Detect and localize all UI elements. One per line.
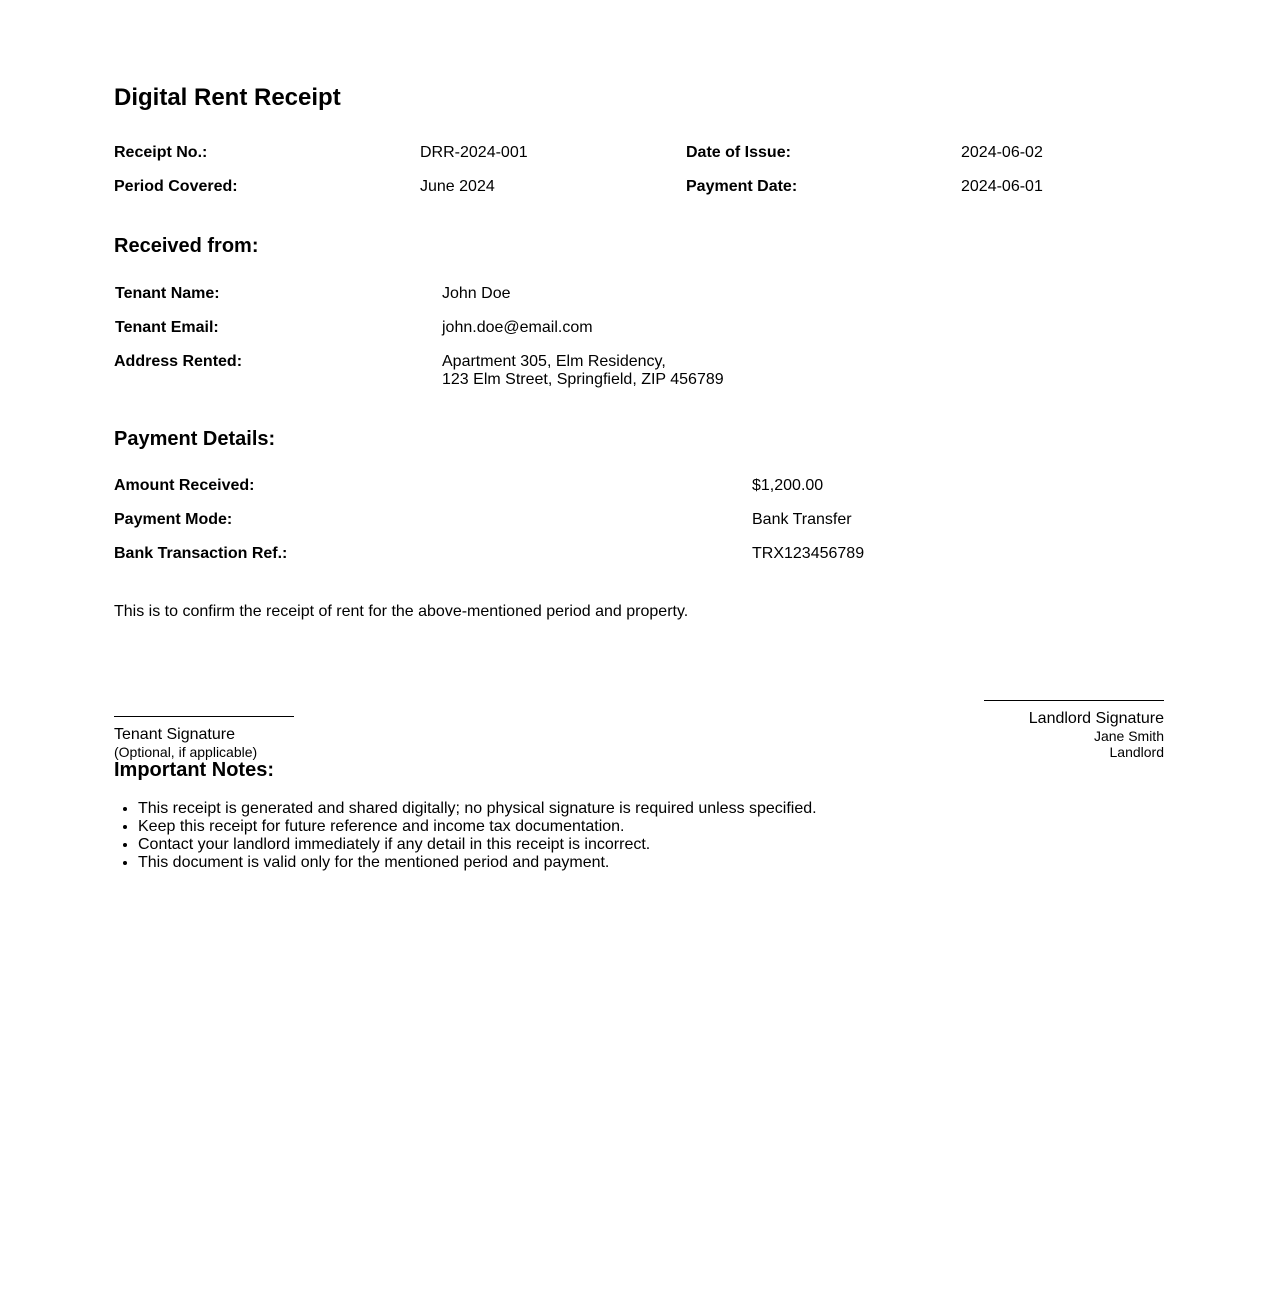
transaction-ref-value: TRX123456789 xyxy=(752,545,865,562)
payment-details-heading: Payment Details: xyxy=(114,428,276,450)
note-item: • This document is valid only for the mentioned period and payment. xyxy=(138,854,817,872)
tenant-signature-label: Tenant Signature xyxy=(114,726,235,743)
landlord-signature-line xyxy=(984,700,1164,701)
tenant-email-value: john.doe@email.com xyxy=(442,319,593,336)
date-of-issue-value: 2024-06-02 xyxy=(961,144,1043,161)
amount-label: Amount Received: xyxy=(114,477,255,494)
transaction-ref-label: Bank Transaction Ref.: xyxy=(114,545,288,562)
tenant-email-label: Tenant Email: xyxy=(115,319,219,336)
payment-mode-value: Bank Transfer xyxy=(752,511,852,528)
period-label: Period Covered: xyxy=(114,178,238,195)
payment-date-value: 2024-06-01 xyxy=(961,178,1043,195)
receipt-no-label: Receipt No.: xyxy=(114,144,208,161)
date-of-issue-label: Date of Issue: xyxy=(686,144,791,161)
note-item: • This receipt is generated and shared digitally; no physical signature is required unless specified. xyxy=(138,800,817,818)
payment-date-label: Payment Date: xyxy=(686,178,798,195)
tenant-signature-line xyxy=(114,716,294,717)
received-from-heading: Received from: xyxy=(114,235,259,257)
period-value: June 2024 xyxy=(420,178,495,195)
landlord-role: Landlord xyxy=(1109,744,1164,760)
address-line-2: 123 Elm Street, Springfield, ZIP 456789 xyxy=(442,371,724,388)
address-line-1: Apartment 305, Elm Residency, xyxy=(442,353,666,370)
notes-list xyxy=(114,800,817,872)
receipt-no-value: DRR-2024-001 xyxy=(420,144,528,161)
tenant-name-value: John Doe xyxy=(442,285,511,302)
page-title: Digital Rent Receipt xyxy=(114,84,341,111)
amount-value: $1,200.00 xyxy=(752,477,824,494)
tenant-signature-note: (Optional, if applicable) xyxy=(114,744,258,760)
address-label: Address Rented: xyxy=(114,353,243,370)
note-item: • Keep this receipt for future reference and income tax documentation. xyxy=(138,818,817,836)
important-notes-heading: Important Notes: xyxy=(114,759,274,781)
landlord-name: Jane Smith xyxy=(1093,728,1164,744)
landlord-signature-label: Landlord Signature xyxy=(1028,710,1164,727)
tenant-name-label: Tenant Name: xyxy=(115,285,220,302)
confirmation-text: This is to confirm the receipt of rent for the above-mentioned period and property. xyxy=(114,603,689,620)
payment-mode-label: Payment Mode: xyxy=(114,511,233,528)
note-item: • Contact your landlord immediately if any detail in this receipt is incorrect. xyxy=(138,836,817,854)
